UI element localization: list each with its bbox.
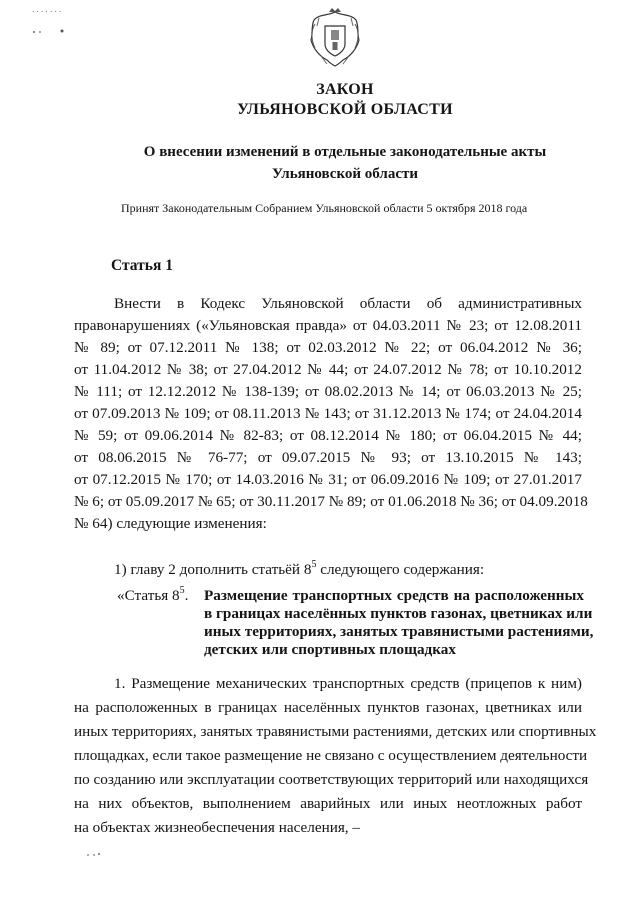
- article-line: от 08.06.2015 № 76-77; от 09.07.2015 № 93; от 13.10.2015 № 143;: [74, 449, 582, 466]
- article-line: Внести в Кодекс Ульяновской области об административных: [114, 295, 582, 312]
- law-title-line2: УЛЬЯНОВСКОЙ ОБЛАСТИ: [237, 101, 453, 118]
- article-line: № 59; от 09.06.2014 № 82-83; от 08.12.2014 № 180; от 06.04.2015 № 44;: [74, 427, 582, 444]
- new-article-title-line: иных территориях, занятых травянистыми растениями,: [204, 623, 594, 640]
- law-subtitle: [0, 141, 640, 185]
- new-article-label-sup: 5: [179, 584, 185, 596]
- article-line: от 11.04.2012 № 38; от 27.04.2012 № 44; от 24.07.2012 № 78; от 10.10.2012: [74, 361, 582, 378]
- paragraph-line: по созданию или эксплуатации соответствующих территорий или находящихся: [74, 771, 589, 788]
- law-subtitle-line1: О внесении изменений в отдельные законодательные акты: [143, 144, 547, 160]
- law-title: [0, 81, 640, 119]
- article-line: № 64) следующие изменения:: [74, 515, 267, 532]
- item-1-text-after: следующего содержания:: [316, 561, 485, 578]
- paragraph-line: на расположенных в границах населённых пунктов газонах, цветниках или: [74, 699, 582, 716]
- scan-dots-graphic: [30, 27, 70, 37]
- item-1-text: 1) главу 2 дополнить статьёй 8: [114, 561, 312, 578]
- article-line: от 07.09.2013 № 109; от 08.11.2013 № 143; от 31.12.2013 № 174; от 24.04.2014: [74, 405, 582, 422]
- scan-mark-dots: [30, 24, 70, 34]
- law-title-line1: ЗАКОН: [316, 81, 374, 98]
- article-line: № 6; от 05.09.2017 № 65; от 30.11.2017 № 89; от 01.06.2018 № 36; от 04.09.2018: [74, 493, 588, 510]
- paragraph-line: на них объектов, выполнением аварийных или иных неотложных работ: [74, 795, 582, 812]
- scan-mark-bottom: [84, 846, 114, 854]
- paragraph-line: на объектах жизнеобеспечения населения, –: [74, 819, 360, 836]
- new-article-title: [204, 587, 594, 659]
- paragraph-line: иных территориях, занятых травянистыми растениями, детских или спортивных: [74, 723, 597, 740]
- article-body: [74, 295, 588, 537]
- article-heading: Статья 1: [111, 257, 173, 274]
- paragraph-line: 1. Размещение механических транспортных средств (прицепов к ним): [114, 675, 582, 692]
- emblem-icon: [305, 6, 365, 72]
- article-line: правонарушениях («Ульяновская правда» от 04.03.2011 № 23; от 12.08.2011: [74, 317, 582, 334]
- new-article-label-text: «Статья 8: [117, 587, 180, 604]
- new-article-title-line: Размещение транспортных средств на расположенных: [204, 587, 584, 604]
- new-article-label-dot: .: [184, 587, 189, 604]
- article-line: № 89; от 07.12.2011 № 138; от 02.03.2012 № 22; от 06.04.2012 № 36;: [74, 339, 582, 356]
- paragraph-line: площадках, если такое размещение не связано с осуществлением деятельности: [74, 747, 588, 764]
- item-1-sup: 5: [311, 558, 317, 570]
- adoption-note: Принят Законодательным Собранием Ульяновской области 5 октября 2018 года: [121, 201, 528, 215]
- paragraph-1: [74, 675, 597, 843]
- scan-dots-bottom-graphic: [84, 851, 114, 859]
- article-line: № 111; от 12.12.2012 № 138-139; от 08.02.2013 № 14; от 06.03.2013 № 25;: [74, 383, 582, 400]
- article-line: от 07.12.2015 № 170; от 14.03.2016 № 31; от 06.09.2016 № 109; от 27.01.2017: [74, 471, 582, 488]
- new-article-title-line: в границах населённых пунктов газонах, цветниках или: [204, 605, 593, 622]
- new-article-title-line: детских или спортивных площадках: [204, 641, 456, 658]
- scan-mark-top: . . . . . . .: [32, 4, 62, 14]
- new-article-label: [117, 584, 189, 609]
- law-subtitle-line2: Ульяновской области: [271, 166, 419, 182]
- item-1: [114, 558, 485, 583]
- coat-of-arms-emblem: [305, 6, 365, 72]
